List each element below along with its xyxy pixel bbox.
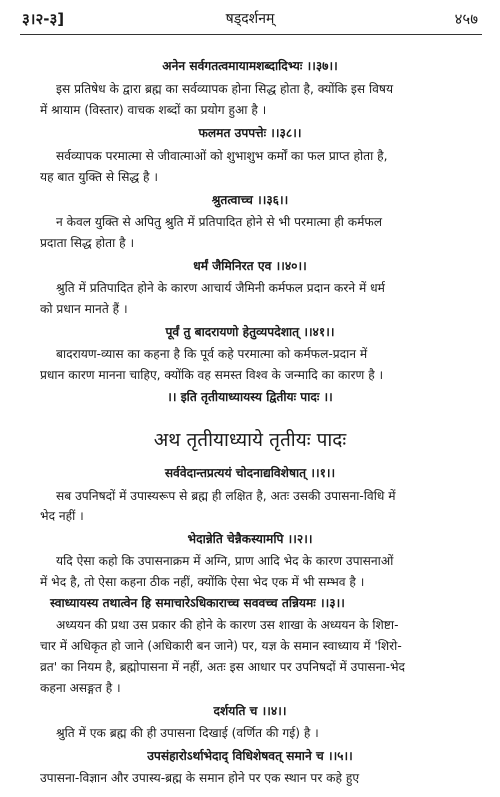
commentary-line: सब उपनिषदों में उपास्यरूप से ब्रह्म ही लक्षित है, अतः उसकी उपासना-विधि में — [56, 489, 396, 503]
section-heading: अथ तृतीयाध्याये तृतीयः पादः — [153, 429, 347, 451]
section-end-line: ।। इति तृतीयाध्यायस्य द्वितीयः पादः ।। — [167, 390, 333, 404]
commentary-line: यदि ऐसा कहो कि उपासनाक्रम में अग्नि, प्राण आदि भेद के कारण उपासनाओं — [56, 554, 394, 568]
commentary-line: चार में अधिकृत हो जाने (अधिकारी बन जाने) पर, यज्ञ के समान स्वाध्याय में 'शिरो- — [40, 639, 402, 653]
commentary-line: यह बात युक्ति से सिद्ध है । — [40, 170, 159, 184]
chapter-reference: ३।२-३] — [22, 10, 65, 28]
commentary-line: उपासना-विज्ञान और उपास्य-ब्रह्म के समान होने पर एक स्थान पर कहे हुए — [40, 771, 360, 785]
commentary-line: बादरायण-व्यास का कहना है कि पूर्व कहे परमात्मा को कर्मफल-प्रदान में — [56, 347, 368, 361]
commentary-line: इस प्रतिषेध के द्वारा ब्रह्म का सर्वव्यापक होना सिद्ध होता है, क्योंकि इस विषय — [56, 82, 394, 96]
sutra-37: अनेन सर्वगतत्वमायामशब्दादिभ्यः ।।३७।। — [162, 59, 338, 73]
commentary-line: व्रत' का नियम है, ब्रह्मोपासना में नहीं, अतः इस आधार पर उपनिषदों में उपासना-भेद — [40, 660, 406, 674]
running-title: षड्दर्शनम् — [225, 11, 275, 27]
sutra-5: उपसंहारोऽर्थाभेदाद् विधिशेषवत् समाने च ।।५।। — [147, 749, 353, 763]
sutra-4: दर्शयति च ।।४।। — [213, 704, 287, 718]
commentary-line: प्रधान कारण मानना चाहिए, क्योंकि वह समस्त विश्व के जन्मादि का कारण है । — [40, 368, 384, 382]
header-rule — [20, 34, 482, 35]
commentary-line: भेद नहीं । — [40, 509, 84, 523]
commentary-line: को प्रधान मानते हैं । — [40, 302, 128, 316]
commentary-line: कहना असङ्गत है । — [40, 681, 121, 695]
sutra-3: स्वाध्यायस्य तथात्वेन हि समाचारेऽधिकाराच्च सववच्च तन्नियमः ।।३।। — [50, 596, 345, 610]
sutra-2: भेदान्नेति चेन्नैकस्यामपि ।।२।। — [187, 532, 313, 546]
commentary-line: न केवल युक्ति से अपितु श्रुति में प्रतिपादित होने से भी परमात्मा ही कर्मफल — [56, 215, 383, 229]
commentary-line: श्रुति में प्रतिपादित होने के कारण आचार्य जैमिनी कर्मफल प्रदान करने में धर्म — [56, 281, 385, 295]
sutra-1: सर्ववेदान्तप्रत्ययं चोदनाद्यविशेषात् ।।१।। — [164, 466, 336, 480]
commentary-line: अध्ययन की प्रथा उस प्रकार की होने के कारण उस शाखा के अध्ययन के शिष्टा- — [56, 618, 399, 632]
commentary-line: श्रुति में एक ब्रह्म की ही उपासना दिखाई (वर्णित की गई) है । — [56, 726, 319, 740]
sutra-39: श्रुतत्वाच्च ।।३६।। — [211, 193, 289, 207]
sutra-40: धर्मं जैमिनिरत एव ।।४०।। — [193, 259, 307, 273]
sutra-41: पूर्वं तु बादरायणो हेतुव्यपदेशात् ।।४१।। — [165, 325, 335, 339]
commentary-line: में भेद है, तो ऐसा कहना ठीक नहीं, क्योंकि ऐसा भेद एक में भी सम्भव है । — [40, 575, 365, 589]
commentary-line: में श्रायाम (विस्तार) वाचक शब्दों का प्रयोग हुआ है । — [40, 103, 267, 117]
commentary-line: सर्वव्यापक परमात्मा से जीवात्माओं को शुभाशुभ कर्मों का फल प्राप्त होता है, — [56, 149, 388, 163]
sutra-38: फलमत उपपत्तेः ।।३८।। — [198, 126, 302, 140]
commentary-line: प्रदाता सिद्ध होता है । — [40, 236, 135, 250]
page-number: ४५७ — [454, 10, 478, 28]
